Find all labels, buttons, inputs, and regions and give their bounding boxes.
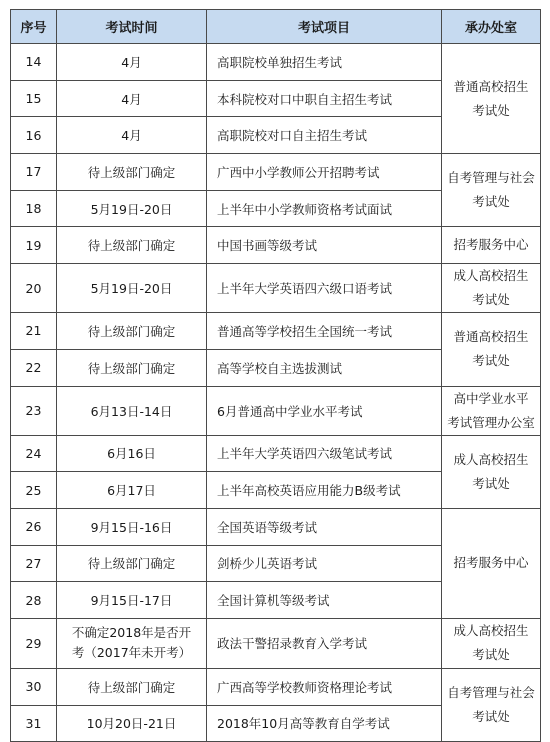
table-row: [11, 154, 541, 191]
host-office-line: 考试处: [472, 353, 510, 369]
host-office-line: 普通高校招生: [453, 78, 529, 94]
serial-number-cell: 25: [11, 472, 57, 509]
exam-time-cell: 10月20日-21日: [57, 705, 207, 742]
exam-item-cell: 6月普通高中学业水平考试: [207, 386, 442, 435]
host-office-cell: [442, 668, 541, 741]
exam-time-cell: 4月: [57, 117, 207, 154]
host-office-line: 自考管理与社会: [447, 685, 535, 701]
exam-item-cell: 全国英语等级考试: [207, 508, 442, 545]
serial-number-cell: 31: [11, 705, 57, 742]
exam-time-cell: 待上级部门确定: [57, 313, 207, 350]
exam-time-cell: 5月19日-20日: [57, 190, 207, 227]
exam-time-cell: 5月19日-20日: [57, 264, 207, 313]
exam-time-cell: 4月: [57, 80, 207, 117]
host-office-line: 考试处: [472, 475, 510, 491]
host-office-line: 考试管理办公室: [447, 414, 535, 430]
exam-item-cell: 剑桥少儿英语考试: [207, 545, 442, 582]
serial-number-cell: 17: [11, 154, 57, 191]
host-office-line: 成人高校招生: [453, 451, 529, 467]
serial-number-cell: 14: [11, 44, 57, 81]
serial-number-cell: 15: [11, 80, 57, 117]
exam-time-cell: 6月13日-14日: [57, 386, 207, 435]
header-serial-number: 序号: [11, 10, 57, 44]
exam-time-cell: 4月: [57, 44, 207, 81]
host-office-cell: [442, 264, 541, 313]
exam-item-cell: 广西高等学校教师资格理论考试: [207, 668, 442, 705]
serial-number-cell: 24: [11, 435, 57, 472]
serial-number-cell: 27: [11, 545, 57, 582]
table-row: [11, 386, 541, 435]
host-office-cell: [442, 154, 541, 227]
exam-time-cell: 待上级部门确定: [57, 545, 207, 582]
host-office-cell: [442, 227, 541, 264]
exam-time-cell: 6月16日: [57, 435, 207, 472]
host-office-line: 高中学业水平: [453, 390, 529, 406]
exam-time-cell: 待上级部门确定: [57, 227, 207, 264]
table-row: [11, 668, 541, 705]
host-office-line: 考试处: [472, 292, 510, 308]
host-office-line: 考试处: [472, 647, 510, 663]
serial-number-cell: 30: [11, 668, 57, 705]
table-header-row: [11, 10, 541, 44]
exam-item-cell: 政法干警招录教育入学考试: [207, 618, 442, 668]
exam-time-line: 不确定2018年是否开: [71, 625, 192, 641]
serial-number-cell: 18: [11, 190, 57, 227]
host-office-cell: [442, 44, 541, 154]
table-row: [11, 618, 541, 668]
host-office-line: 成人高校招生: [453, 623, 529, 639]
exam-item-cell: 广西中小学教师公开招聘考试: [207, 154, 442, 191]
exam-time-line: 考（2017年未开考）: [71, 645, 192, 661]
exam-item-cell: 高等学校自主选拔测试: [207, 349, 442, 386]
host-office-cell: [442, 508, 541, 618]
host-office-line: 普通高校招生: [453, 329, 529, 345]
serial-number-cell: 26: [11, 508, 57, 545]
exam-item-cell: 高职院校单独招生考试: [207, 44, 442, 81]
exam-item-cell: 中国书画等级考试: [207, 227, 442, 264]
exam-item-cell: 上半年高校英语应用能力B级考试: [207, 472, 442, 509]
header-host-office: 承办处室: [442, 10, 541, 44]
table-body: [11, 44, 541, 742]
host-office-line: 考试处: [472, 102, 510, 118]
header-exam-time: 考试时间: [57, 10, 207, 44]
table-row: [11, 227, 541, 264]
serial-number-cell: 22: [11, 349, 57, 386]
exam-item-cell: 全国计算机等级考试: [207, 582, 442, 619]
host-office-cell: [442, 435, 541, 508]
exam-item-cell: 上半年中小学教师资格考试面试: [207, 190, 442, 227]
exam-time-cell: 9月15日-16日: [57, 508, 207, 545]
host-office-cell: [442, 313, 541, 386]
exam-time-cell: 待上级部门确定: [57, 668, 207, 705]
host-office-line: 考试处: [472, 709, 510, 725]
serial-number-cell: 28: [11, 582, 57, 619]
host-office-cell: [442, 386, 541, 435]
serial-number-cell: 23: [11, 386, 57, 435]
exam-item-cell: 上半年大学英语四六级口语考试: [207, 264, 442, 313]
exam-item-cell: 普通高等学校招生全国统一考试: [207, 313, 442, 350]
exam-item-cell: 上半年大学英语四六级笔试考试: [207, 435, 442, 472]
host-office-cell: [442, 618, 541, 668]
exam-schedule-table: [10, 9, 541, 742]
exam-time-cell: 6月17日: [57, 472, 207, 509]
serial-number-cell: 29: [11, 618, 57, 668]
table-row: [11, 435, 541, 472]
exam-time-cell: 待上级部门确定: [57, 154, 207, 191]
exam-time-cell: 待上级部门确定: [57, 349, 207, 386]
exam-time-cell: 9月15日-17日: [57, 582, 207, 619]
serial-number-cell: 20: [11, 264, 57, 313]
host-office-line: 考试处: [472, 194, 510, 210]
host-office-line: 招考服务中心: [453, 555, 529, 571]
exam-item-cell: 高职院校对口自主招生考试: [207, 117, 442, 154]
serial-number-cell: 16: [11, 117, 57, 154]
serial-number-cell: 19: [11, 227, 57, 264]
host-office-line: 招考服务中心: [453, 237, 529, 253]
header-exam-item: 考试项目: [207, 10, 442, 44]
host-office-line: 成人高校招生: [453, 268, 529, 284]
host-office-line: 自考管理与社会: [447, 170, 535, 186]
exam-item-cell: 2018年10月高等教育自学考试: [207, 705, 442, 742]
exam-item-cell: 本科院校对口中职自主招生考试: [207, 80, 442, 117]
table-row: [11, 44, 541, 81]
exam-time-cell: [57, 618, 207, 668]
table-row: [11, 313, 541, 350]
serial-number-cell: 21: [11, 313, 57, 350]
table-row: [11, 508, 541, 545]
table-row: [11, 264, 541, 313]
